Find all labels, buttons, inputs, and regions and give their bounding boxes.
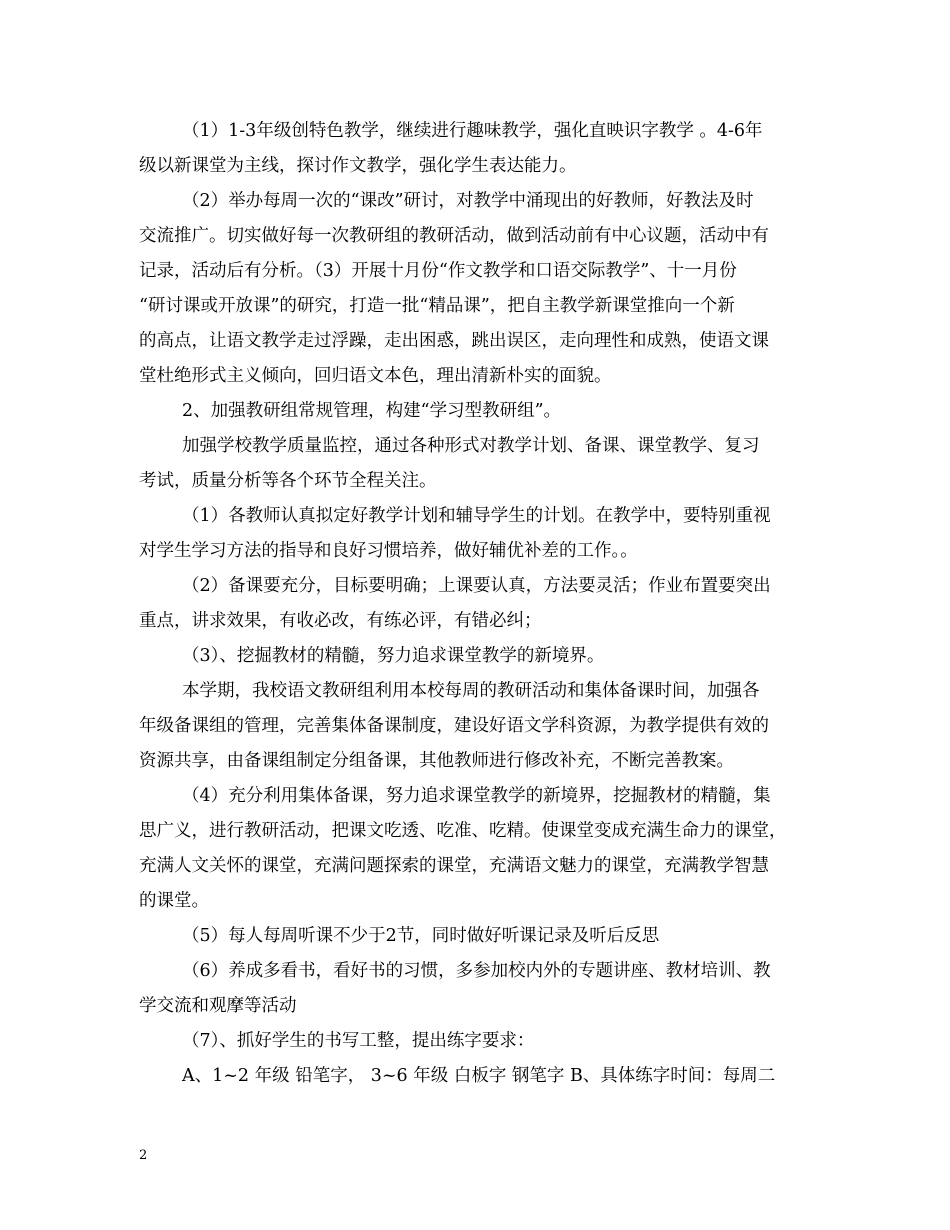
text-line: 的课堂。 (139, 891, 209, 911)
text-line: （6）养成多看书，看好书的习惯，多参加校内外的专题讲座、教材培训、教 (182, 961, 771, 981)
text-line: 加强学校教学质量监控，通过各种形式对教学计划、备课、课堂教学、复习 (182, 436, 760, 456)
text-line: （2）备课要充分，目标要明确；上课要认真，方法要灵活；作业布置要突出 (182, 576, 771, 596)
text-line: 交流推广。切实做好每一次教研组的教研活动，做到活动前有中心议题，活动中有 (139, 226, 769, 246)
text-line: 记录，活动后有分析。（3）开展十月份“作文教学和口语交际教学”、十一月份 (139, 261, 737, 281)
text-line: （4）充分利用集体备课，努力追求课堂教学的新境界，挖掘教材的精髓，集 (182, 786, 771, 806)
text-line: 考试，质量分析等各个环节全程关注。 (139, 471, 437, 491)
text-line: （1）1-3年级创特色教学，继续进行趣味教学，强化直映识字教学 。4-6年 (182, 121, 763, 141)
text-line: （7）、抓好学生的书写工整，提出练字要求： (182, 1031, 535, 1051)
text-line: 充满人文关怀的课堂，充满问题探索的课堂，充满语文魅力的课堂，充满教学智慧 (139, 856, 769, 876)
text-line: （2）举办每周一次的“课改”研讨，对教学中涌现出的好教师，好教法及时 (182, 191, 754, 211)
page-number: 2 (139, 1148, 148, 1163)
text-line: 对学生学习方法的指导和良好习惯培养，做好辅优补差的工作。。 (139, 541, 638, 561)
text-line: 重点，讲求效果，有收必改，有练必评，有错必纠； (139, 611, 542, 631)
text-line: 级以新课堂为主线，探讨作文教学，强化学生表达能力。 (139, 156, 577, 176)
text-line: 学交流和观摩等活动 (139, 996, 297, 1016)
text-line: 的高点，让语文教学走过浮躁，走出困惑，跳出误区，走向理性和成熟，使语文课 (139, 331, 769, 351)
text-line: （1）各教师认真拟定好教学计划和辅导学生的计划。在教学中，要特别重视 (182, 506, 771, 526)
text-line: A、1~2 年级 铅笔字， 3~6 年级 白板字 钢笔字 B、具体练字时间：每周二 (182, 1066, 776, 1086)
text-line: 堂杜绝形式主义倾向，回归语文本色，理出清新朴实的面貌。 (139, 366, 612, 386)
section-heading: 2、加强教研组常规管理，构建“学习型教研组”。 (182, 401, 562, 421)
text-line: 年级备课组的管理，完善集体备课制度，建设好语文学科资源，为教学提供有效的 (139, 716, 769, 736)
text-line: 本学期，我校语文教研组利用本校每周的教研活动和集体备课时间，加强各 (182, 681, 760, 701)
text-line: “研讨课或开放课”的研究，打造一批“精品课”，把自主教学新课堂推向一个新 (139, 296, 735, 316)
text-line: 思广义，进行教研活动，把课文吃透、吃准、吃精。使课堂变成充满生命力的课堂， (139, 821, 787, 841)
text-line: 资源共享，由备课组制定分组备课，其他教师进行修改补充，不断完善教案。 (139, 751, 734, 771)
text-line: （3）、挖掘教材的精髓，努力追求课堂教学的新境界。 (182, 646, 605, 666)
text-line: （5）每人每周听课不少于2节，同时做好听课记录及听后反思 (182, 926, 660, 946)
